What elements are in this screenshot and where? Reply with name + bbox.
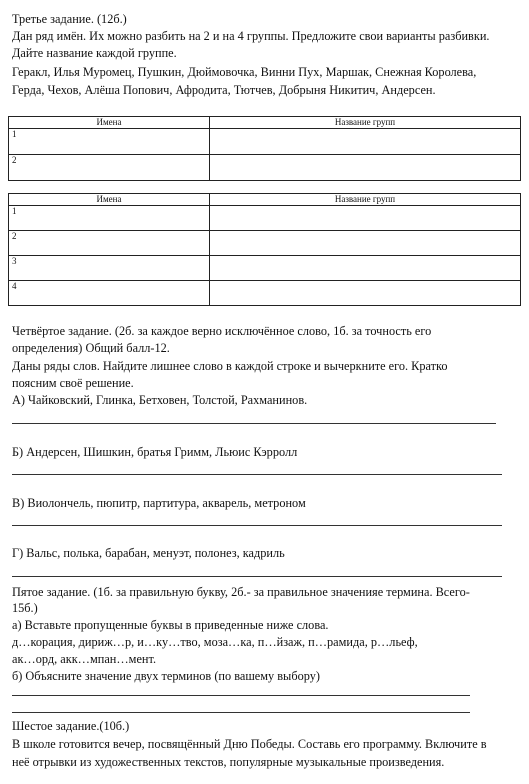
answer-line[interactable] [12,525,502,526]
task5-title: Пятое задание. (1б. за правильную букву, 2б.- за правильное значенияе термина. Всего- [12,585,470,599]
task6-text-line: В школе готовится вечер, посвящённый Дню Победы. Составь его программу. Включите в [12,737,487,751]
task3-text-line: Дайте название каждой группе. [12,46,177,60]
group-name-column-header: Название групп [210,194,521,206]
row-number: 2 [9,155,210,181]
answer-line[interactable] [12,576,502,577]
row-number: 1 [9,206,210,231]
task5-words: д…корация, дириж…р, и…ку…тво, моза…ка, п…йзаж, п…рамида, р…льеф, [12,635,418,649]
task4-item-d: Г) Вальс, полька, барабан, менуэт, полонез, кадриль [12,546,285,560]
task5-part-a: а) Вставьте пропущенные буквы в приведенные ниже слова. [12,618,329,632]
task3-text-line: Дан ряд имён. Их можно разбить на 2 и на 4 группы. Предложите свои варианты разбивки. [12,29,490,43]
group-name-cell[interactable] [210,129,521,155]
group-name-cell[interactable] [210,256,521,281]
answer-line[interactable] [12,712,470,713]
group-name-cell[interactable] [210,231,521,256]
table-row [9,231,521,256]
table-header-row [9,194,521,206]
row-number: 1 [9,129,210,155]
table-row [9,155,521,181]
group-name-cell[interactable] [210,155,521,181]
task3-names-line: Геракл, Илья Муромец, Пушкин, Дюймовочка, Винни Пух, Маршак, Снежная Королева, [12,65,477,79]
task4-instruction: поясним своё решение. [12,376,134,390]
answer-line[interactable] [12,695,470,696]
answer-line[interactable] [12,474,502,475]
task4-title: определения) Общий балл-12. [12,341,170,355]
task6-text-line: неё отрывки из художественных текстов, популярные музыкальные произведения. [12,755,445,769]
row-number: 3 [9,256,210,281]
row-number: 4 [9,281,210,306]
answer-line[interactable] [12,423,496,424]
task4-item-b: Б) Андерсен, Шишкин, братья Гримм, Льюис Кэрролл [12,445,298,459]
task4-title: Четвёртое задание. (2б. за каждое верно исключённое слово, 1б. за точность его [12,324,432,338]
task6-title: Шестое задание.(10б.) [12,719,130,733]
table-row [9,256,521,281]
groups-table-four [8,193,521,306]
names-column-header: Имена [9,117,210,129]
task4-instruction: Даны ряды слов. Найдите лишнее слово в каждой строке и вычеркните его. Кратко [12,359,448,373]
group-name-column-header: Название групп [210,117,521,129]
table-row [9,281,521,306]
group-name-cell[interactable] [210,281,521,306]
task5-words: ак…орд, акк…мпан…мент. [12,652,157,666]
task4-item-c: В) Виолончель, пюпитр, партитура, акварель, метроном [12,496,306,510]
task3-names-line: Герда, Чехов, Алёша Попович, Афродита, Тютчев, Добрыня Никитич, Андерсен. [12,83,436,97]
table-row [9,206,521,231]
row-number: 2 [9,231,210,256]
table-header-row [9,117,521,129]
group-name-cell[interactable] [210,206,521,231]
names-column-header: Имена [9,194,210,206]
task4-item-a: А) Чайковский, Глинка, Бетховен, Толстой, Рахманинов. [12,393,308,407]
groups-table-two [8,116,521,181]
task3-title: Третье задание. (12б.) [12,12,127,26]
task5-title: 15б.) [12,601,38,615]
task5-part-b: б) Объясните значение двух терминов (по вашему выбору) [12,669,320,683]
table-row [9,129,521,155]
